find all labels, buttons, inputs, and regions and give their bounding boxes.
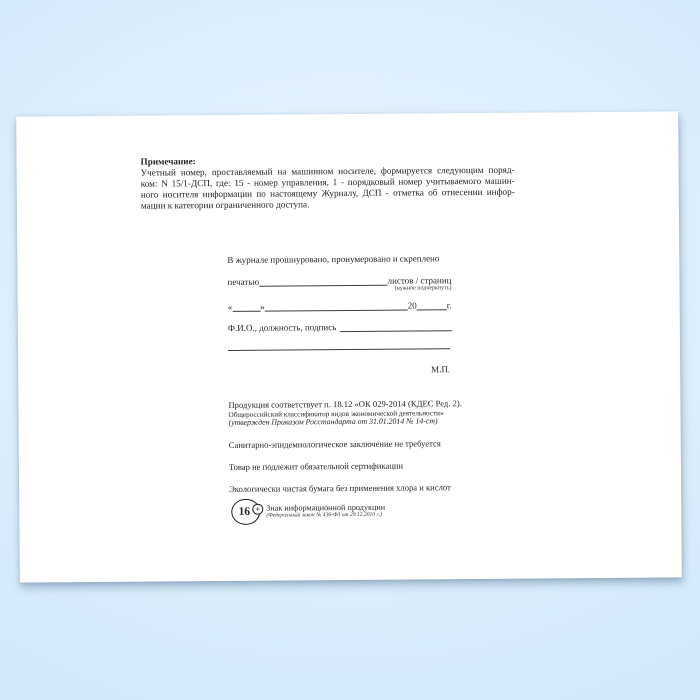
standard-line-2: Общероссийский классификатор видов экономической деятельности» <box>228 409 444 419</box>
federal-law-note: (Федеральный закон № 436-ФЗ от 29.12.2010 г.) <box>266 511 382 519</box>
close-quote: » <box>260 301 265 312</box>
signature-label: Ф.И.О., должность, подпись <box>227 322 337 333</box>
year-prefix: 20 <box>407 300 417 311</box>
certification-block <box>228 398 478 494</box>
info-product-label: Знак информационной продукции <box>266 502 386 513</box>
note-line: ного носителя информации по настоящему Журналу, ДСП - отметка об отнесении инфор- <box>140 186 515 200</box>
age-rating-16-icon <box>231 499 260 525</box>
day-blank-field <box>232 310 260 311</box>
standard-line-3: (утвержден Приказом Росстандарта от 31.01.2014 № 14-ст) <box>228 416 438 427</box>
note-line: ком: N 15/1-ДСП, где: 15 - номер управления, 1 - порядковый номер учитываемого машин- <box>140 175 515 189</box>
age-mark-text <box>266 503 385 525</box>
no-certification-line: Товар не подлежит обязательной сертификации <box>228 460 404 472</box>
sanitary-line: Санитарно-эпидемиологическое заключение не требуется <box>228 438 441 450</box>
note-line: мации к категории ограниченного доступа. <box>140 199 310 211</box>
binding-form-block <box>227 252 452 379</box>
seal-field-line <box>227 274 452 292</box>
age-mark-row <box>231 498 385 525</box>
date-field-line <box>228 299 452 313</box>
stamp-label: М.П. <box>431 364 451 375</box>
sheets-label: листов / страниц <box>387 275 452 286</box>
signature-blank-field-2 <box>228 339 450 351</box>
signature-field-line <box>228 320 452 334</box>
seal-blank-field <box>259 284 388 286</box>
plus-icon: + <box>252 504 263 515</box>
standard-line-1: Продукция соответствует п. 18.12 «ОК 029-2014 (КДЕС Ред. 2). <box>228 398 462 410</box>
eco-paper-line: Экологически чистая бумага без применения хлора и кислот <box>229 482 451 494</box>
seal-label: печатью <box>227 276 260 287</box>
note-title: Примечание: <box>140 156 196 167</box>
sheets-wrap <box>387 274 452 292</box>
year-blank-field <box>417 309 447 310</box>
note-line: Учетный номер, проставляемый на машинном носителе, формируется следующим поряд- <box>140 164 515 178</box>
year-suffix: г. <box>446 300 452 311</box>
age-rating-value: 16 <box>238 505 251 518</box>
underline-hint: (нужное подчеркнуть) <box>394 284 452 292</box>
open-quote: « <box>227 301 233 312</box>
month-blank-field <box>265 309 408 311</box>
document-page <box>16 111 682 582</box>
binding-intro-line <box>227 252 451 266</box>
note-block <box>140 154 514 212</box>
signature-blank-field <box>340 330 452 332</box>
binding-intro-text: В журнале прошнуровано, пронумеровано и скреплено <box>227 253 440 265</box>
